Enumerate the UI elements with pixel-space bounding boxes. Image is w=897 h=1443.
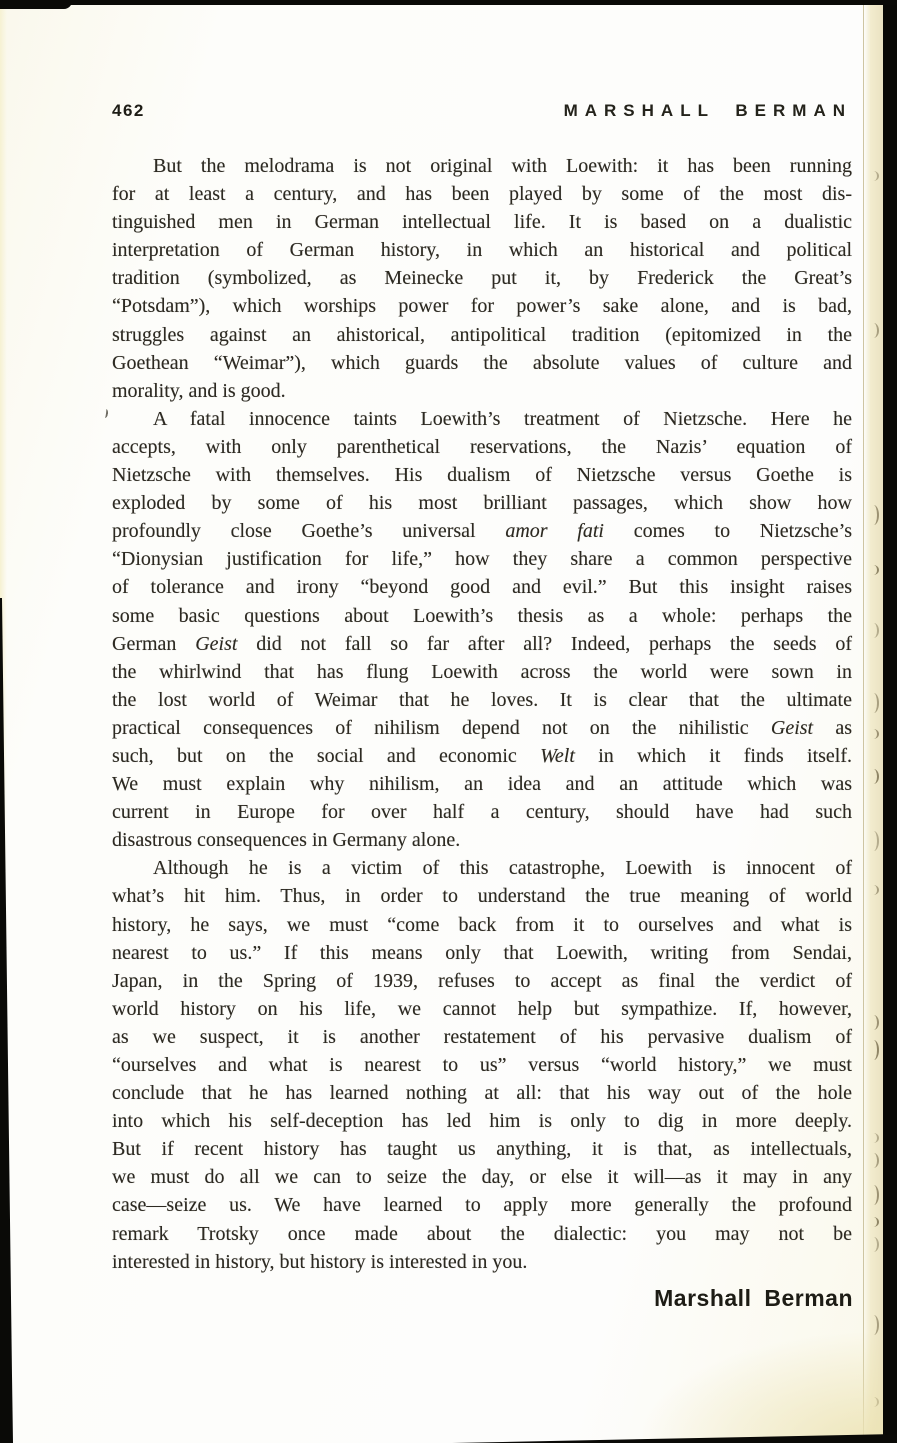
text-line: tradition (symbolized, as Meinecke put it, by Frederick the Great’s bbox=[112, 267, 852, 290]
deckle-mark bbox=[870, 1315, 879, 1335]
deckle-mark bbox=[870, 729, 879, 739]
deckle-mark bbox=[870, 623, 879, 638]
text-line: struggles against an ahistorical, antipolitical tradition (epitomized in the bbox=[112, 323, 852, 346]
deckle-mark bbox=[870, 693, 879, 713]
text-line: of tolerance and irony “beyond good and evil.” But this insight raises bbox=[112, 576, 852, 599]
text-line: Goethean “Weimar”), which guards the absolute values of culture and bbox=[112, 351, 852, 374]
deckle-mark bbox=[870, 505, 879, 525]
deckle-mark bbox=[870, 1040, 879, 1060]
page-number: 462 bbox=[112, 101, 145, 120]
text-line: practical consequences of nihilism depend not on the nihilistic Geist as bbox=[112, 716, 852, 739]
text-line: A fatal innocence taints Loewith’s treatment of Nietzsche. Here he bbox=[153, 407, 852, 430]
text-line: interpretation of German history, in which an historical and political bbox=[112, 239, 852, 262]
text-line: world history on his life, we cannot help but sympathize. If, however, bbox=[112, 997, 852, 1020]
text-line: the lost world of Weimar that he loves. It is clear that the ultimate bbox=[112, 688, 852, 711]
scan-edge-top bbox=[0, 0, 897, 5]
deckle-mark bbox=[870, 1217, 879, 1227]
text-line: current in Europe for over half a century, should have had such bbox=[112, 801, 852, 824]
deckle-mark bbox=[870, 1185, 879, 1205]
text-line: such, but on the social and economic Welt in which it finds itself. bbox=[112, 744, 853, 767]
author-signature: Marshall Berman bbox=[654, 1285, 853, 1311]
text-line: We must explain why nihilism, an idea and an attitude which was bbox=[112, 773, 852, 796]
text-line: interested in history, but history is interested in you. bbox=[112, 1250, 528, 1273]
text-line: remark Trotsky once made about the dialectic: you may not be bbox=[112, 1222, 852, 1245]
deckle-mark bbox=[870, 769, 879, 784]
stray-ink-mark bbox=[102, 409, 108, 419]
text-line: some basic questions about Loewith’s thesis as a whole: perhaps the bbox=[112, 604, 852, 627]
text-line: exploded by some of his most brilliant passages, which show how bbox=[112, 492, 852, 515]
deckle-mark bbox=[870, 1015, 879, 1030]
text-line: the whirlwind that has flung Loewith across the world were sown in bbox=[112, 660, 852, 683]
text-line: tinguished men in German intellectual life. It is based on a dualistic bbox=[112, 211, 852, 234]
text-line: But the melodrama is not original with Loewith: it has been running bbox=[153, 155, 852, 177]
running-head: MARSHALL BERMAN bbox=[563, 101, 852, 120]
text-line: history, he says, we must “come back from it to ourselves and what is bbox=[112, 913, 852, 936]
text-line: morality, and is good. bbox=[112, 379, 286, 402]
text-line: “ourselves and what is nearest to us” versus “world history,” we must bbox=[112, 1054, 852, 1076]
text-line: conclude that he has learned nothing at all: that his way out of the hole bbox=[112, 1082, 852, 1105]
page-right-edge-deckle bbox=[863, 5, 883, 1443]
text-line: into which his self-deception has led him is only to dig in more deeply. bbox=[112, 1110, 852, 1133]
text-line: as we suspect, it is another restatement of his pervasive dualism of bbox=[112, 1025, 852, 1048]
deckle-mark bbox=[870, 323, 879, 338]
text-line: accepts, with only parenthetical reservations, the Nazis’ equation of bbox=[112, 435, 852, 458]
deckle-mark bbox=[870, 171, 879, 181]
text-line: case—seize us. We have learned to apply more generally the profound bbox=[112, 1194, 852, 1217]
text-line: profoundly close Goethe’s universal amor fati comes to Nietzsche’s bbox=[112, 520, 852, 543]
deckle-mark bbox=[870, 831, 879, 851]
deckle-mark bbox=[870, 1153, 879, 1168]
deckle-mark bbox=[870, 565, 879, 575]
deckle-mark bbox=[870, 1237, 879, 1252]
text-line: But if recent history has taught us anything, it is that, as intellectuals, bbox=[112, 1138, 852, 1161]
paper bbox=[0, 5, 883, 1443]
text-line: Although he is a victim of this catastrophe, Loewith is innocent of bbox=[153, 857, 852, 880]
text-line: “Dionysian justification for life,” how they share a common perspective bbox=[112, 548, 852, 571]
text-line: “Potsdam”), which worships power for power’s sake alone, and is bad, bbox=[112, 295, 852, 318]
text-line: Nietzsche with themselves. His dualism of Nietzsche versus Goethe is bbox=[112, 464, 852, 487]
text-line: what’s hit him. Thus, in order to understand the true meaning of world bbox=[112, 885, 852, 908]
page-header bbox=[112, 101, 852, 121]
deckle-mark bbox=[870, 1133, 879, 1143]
text-line: German Geist did not fall so far after all? Indeed, perhaps the seeds of bbox=[112, 632, 852, 655]
body-text bbox=[112, 152, 852, 1276]
deckle-mark bbox=[870, 885, 879, 895]
bottom-right-corner-tint bbox=[643, 1333, 883, 1443]
text-line: Japan, in the Spring of 1939, refuses to accept as final the verdict of bbox=[112, 969, 852, 992]
text-line: disastrous consequences in Germany alone. bbox=[112, 829, 461, 852]
text-line: for at least a century, and has been played by some of the most dis- bbox=[112, 183, 852, 206]
text-line: nearest to us.” If this means only that Loewith, writing from Sendai, bbox=[112, 941, 852, 964]
text-line: we must do all we can to seize the day, or else it will—as it may in any bbox=[112, 1166, 852, 1189]
